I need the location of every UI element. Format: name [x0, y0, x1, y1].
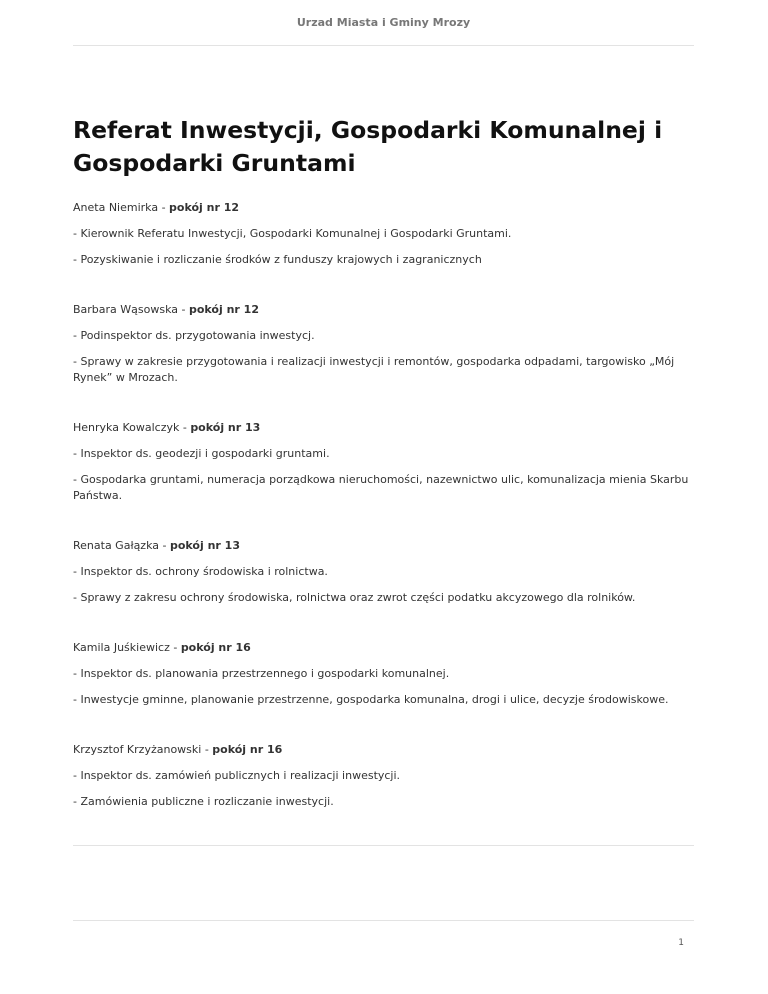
- staff-position: - Inspektor ds. ochrony środowiska i rolnictwa.: [73, 565, 328, 578]
- staff-name: Aneta Niemirka -: [73, 201, 170, 214]
- staff-position: - Inspektor ds. geodezji i gospodarki gruntami.: [73, 447, 330, 460]
- staff-name-line: [73, 420, 694, 436]
- staff-name-line: [73, 302, 694, 318]
- staff-entry: [73, 640, 694, 708]
- staff-duties: - Sprawy w zakresie przygotowania i realizacji inwestycji i remontów, gospodarka odpadami, targowisko „Mój Rynek” w Mrozach.: [73, 355, 675, 384]
- staff-entry: [73, 742, 694, 810]
- room-number: pokój nr 13: [190, 421, 261, 434]
- staff-duties: - Zamówienia publiczne i rozliczanie inwestycji.: [73, 795, 334, 808]
- footer-divider: [73, 920, 694, 921]
- staff-duties: - Sprawy z zakresu ochrony środowiska, rolnictwa oraz zwrot części podatku akcyzowego dla rolników.: [73, 591, 636, 604]
- document-body: [73, 114, 694, 844]
- staff-entry: [73, 302, 694, 386]
- room-number: pokój nr 16: [212, 743, 283, 756]
- staff-duties: - Gospodarka gruntami, numeracja porządkowa nieruchomości, nazewnictwo ulic, komunalizacja mienia Skarbu Państwa.: [73, 473, 689, 502]
- staff-name: Barbara Wąsowska -: [73, 303, 189, 316]
- staff-entry: [73, 200, 694, 268]
- header-divider: [73, 45, 694, 46]
- content-end-divider: [73, 845, 694, 846]
- staff-position: - Podinspektor ds. przygotowania inwestycj.: [73, 329, 315, 342]
- staff-duties: - Pozyskiwanie i rozliczanie środków z funduszy krajowych i zagranicznych: [73, 253, 482, 266]
- staff-entry: [73, 420, 694, 504]
- staff-name: Krzysztof Krzyżanowski -: [73, 743, 213, 756]
- room-number: pokój nr 13: [169, 539, 240, 552]
- staff-name: Kamila Juśkiewicz -: [73, 641, 181, 654]
- staff-position: - Inspektor ds. planowania przestrzennego i gospodarki komunalnej.: [73, 667, 450, 680]
- staff-name-line: [73, 640, 694, 656]
- staff-name-line: [73, 742, 694, 758]
- staff-name-line: [73, 538, 694, 554]
- staff-position: - Kierownik Referatu Inwestycji, Gospodarki Komunalnej i Gospodarki Gruntami.: [73, 227, 512, 240]
- staff-name: Renata Gałązka -: [73, 539, 170, 552]
- staff-name: Henryka Kowalczyk -: [73, 421, 191, 434]
- page-header-title: Urzad Miasta i Gminy Mrozy: [296, 16, 471, 29]
- staff-name-line: [73, 200, 694, 216]
- room-number: pokój nr 12: [169, 201, 240, 214]
- staff-duties: - Inwestycje gminne, planowanie przestrzenne, gospodarka komunalna, drogi i ulice, decyzje środowiskowe.: [73, 693, 669, 706]
- staff-position: - Inspektor ds. zamówień publicznych i realizacji inwestycji.: [73, 769, 401, 782]
- room-number: pokój nr 16: [180, 641, 251, 654]
- page-title: Referat Inwestycji, Gospodarki Komunalnej i Gospodarki Gruntami: [73, 116, 663, 177]
- staff-entry: [73, 538, 694, 606]
- room-number: pokój nr 12: [188, 303, 259, 316]
- page-number: 1: [678, 938, 684, 948]
